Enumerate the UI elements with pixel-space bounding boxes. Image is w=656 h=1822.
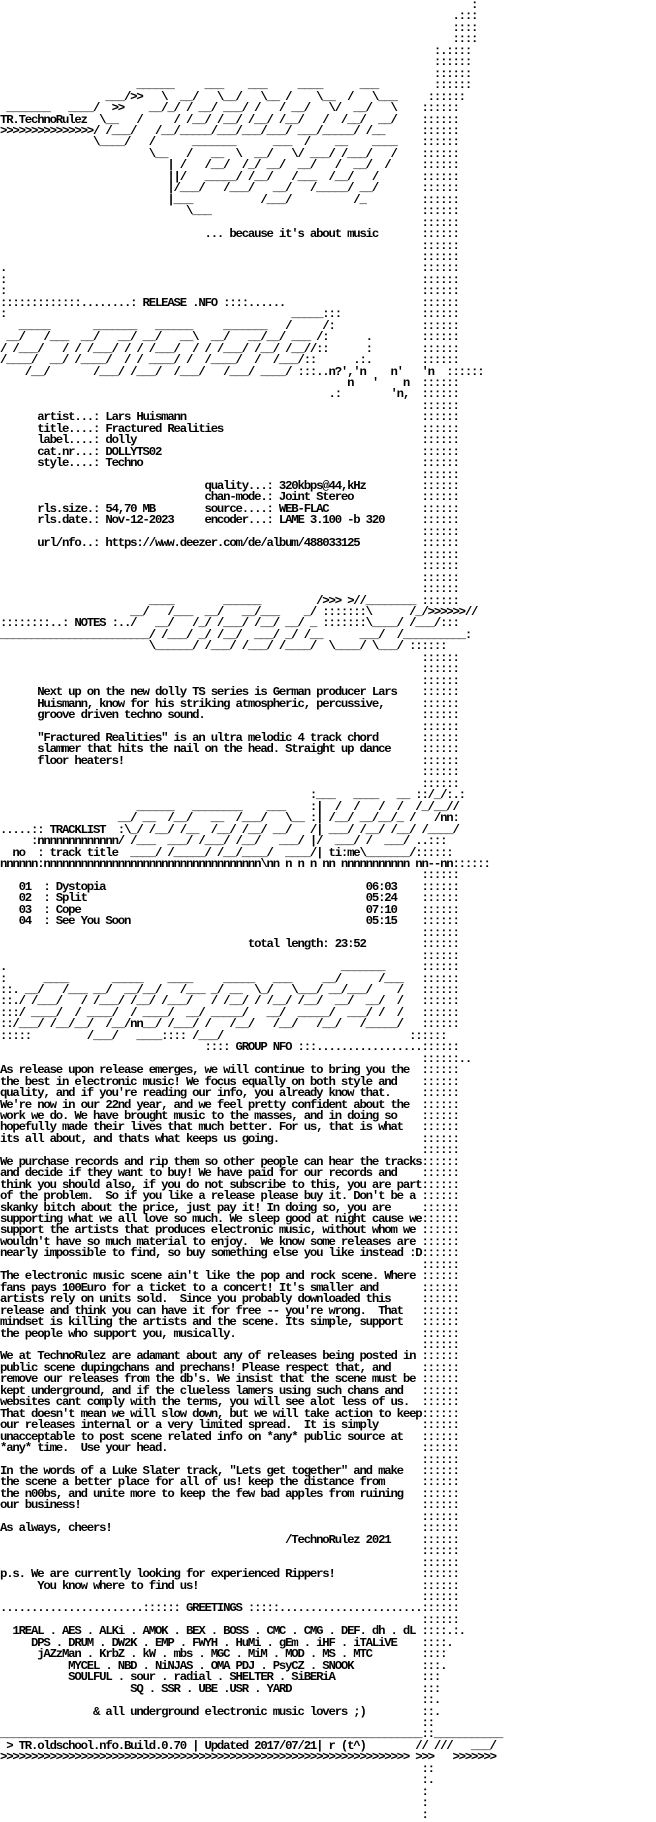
nfo-line: 02 : Split 05:24 :::::: bbox=[0, 891, 459, 906]
nfo-line: .::: bbox=[0, 9, 478, 24]
nfo-line: >>>>>>>>>>>>>>>>>>>>>>>>>>>>>>>>>>>>>>>>>>>>>>>>>>>>>>>>>>>>>>>>>> >>> >>>>>>> bbox=[0, 1750, 496, 1765]
nfo-line: n ' n :::::: bbox=[0, 375, 459, 390]
nfo-line: DPS . DRUM . DW2K . EMP . FWYH . HuMi . gEm . iHF . iTALiVE ::::. bbox=[0, 1635, 453, 1650]
nfo-line: We at TechnoRulez are adamant about any of releases being posted in :::::: bbox=[0, 1349, 459, 1364]
nfo-line: :::::: bbox=[0, 650, 459, 665]
nfo-line: its all about, and thats what keeps us going. :::::: bbox=[0, 1131, 459, 1146]
nfo-line: nnnnnn:nnnnnnnnnnnnnnnnnnnnnnnnnnnnnnnnnnn\nn n n n nn nnnnnnnnnnn nn--nn:::::: bbox=[0, 856, 490, 871]
nfo-line: :::::: bbox=[0, 1509, 459, 1524]
nfo-line: ____________________________________________________________________::___________ bbox=[0, 1727, 503, 1742]
nfo-line: ||/ _____/ /__/ /___ /__/ / :::::: bbox=[0, 169, 459, 184]
nfo-line: As release upon release emerges, we will continue to bring you the :::::: bbox=[0, 1063, 459, 1078]
nfo-line: ______ ________ ___ :| / / / / /_/__// bbox=[0, 799, 459, 814]
nfo-line: | / /__/ /_/ __/ __/ / __/ / :::::: bbox=[0, 158, 459, 173]
nfo-line: url/nfo..: https://www.deezer.com/de/album/488033125 :::::: bbox=[0, 536, 459, 551]
nfo-line: We purchase records and rip them so other people can hear the tracks:::::: bbox=[0, 1154, 459, 1169]
nfo-line: :::::: bbox=[0, 238, 459, 253]
nfo-line: __/ /___ __/ __/___ _/ :::::::\ /_/>>>>>>// bbox=[0, 605, 478, 620]
nfo-line: wouldn't have so much material to enjoy. We know some releases are :::::: bbox=[0, 1234, 459, 1249]
nfo-line: label....: dolly :::::: bbox=[0, 433, 459, 448]
nfo-line: work we do. We have brought music to the masses, and in doing so :::::: bbox=[0, 1108, 459, 1123]
nfo-line: :::::: bbox=[0, 765, 459, 780]
nfo-line: .: 'n, :::::: bbox=[0, 387, 459, 402]
nfo-line: The electronic music scene ain't like the pop and rock scene. Where :::::: bbox=[0, 1269, 459, 1284]
nfo-line: : bbox=[0, 1796, 428, 1811]
nfo-line: ___/>> \ __/ \__/ \__ / \__ / \___ :::::: bbox=[0, 89, 465, 104]
nfo-line: rls.date.: Nov-12-2023 encoder...: LAME 3.100 -b 320 :::::: bbox=[0, 513, 459, 528]
nfo-line: total length: 23:52 :::::: bbox=[0, 937, 459, 952]
nfo-line: :. bbox=[0, 1773, 434, 1788]
nfo-line: :::::: bbox=[0, 925, 459, 940]
nfo-line: :___ ____ __ ::/_/:.: bbox=[0, 788, 465, 803]
nfo-line: :::::: bbox=[0, 1338, 459, 1353]
nfo-line: *any* time. Use your head. :::::: bbox=[0, 1441, 459, 1456]
nfo-line: ::. bbox=[0, 1693, 441, 1708]
nfo-line: :::::: bbox=[0, 249, 459, 264]
nfo-line: p.s. We are currently looking for experienced Rippers! :::::: bbox=[0, 1567, 459, 1582]
nfo-line: ________________________/ /___/ _/ /__/ ___/ _/ /__ ___/ /__________: bbox=[0, 627, 472, 642]
nfo-line: \__ / __ \ __/ \/ ___/ /___/ / :::::: bbox=[0, 146, 459, 161]
nfo-line: the best in electronic music! We focus equally on both style and :::::: bbox=[0, 1074, 459, 1089]
nfo-line: :::::: bbox=[0, 524, 459, 539]
nfo-line: no : track title ____/ /_____/ /__/____/ ____/| ti:me\_______/:::::: bbox=[0, 845, 453, 860]
nfo-line: MYCEL . NBD . NiNJAS . OMA PDJ . PsyCZ . SNOOK :::. bbox=[0, 1658, 447, 1673]
nfo-line: Next up on the new dolly TS series is German producer Lars :::::: bbox=[0, 685, 459, 700]
nfo-line: : bbox=[0, 0, 478, 12]
nfo-line: quality, and if you're reading our info, you already know that. :::::: bbox=[0, 1086, 459, 1101]
nfo-line: style....: Techno :::::: bbox=[0, 456, 459, 471]
nfo-line: |/___/ /___/ __/ /_____/ __/ :::::: bbox=[0, 181, 459, 196]
nfo-line: unacceptable to post scene related info on *any* public source at :::::: bbox=[0, 1429, 459, 1444]
nfo-line: :::::: bbox=[0, 559, 459, 574]
nfo-line: remove our releases from the db's. We insist that the scene must be :::::: bbox=[0, 1372, 459, 1387]
nfo-line: :::::: bbox=[0, 1257, 459, 1272]
nfo-line: :::: GROUP NFO :::.................:::::: bbox=[0, 1040, 459, 1055]
nfo-line: :::::: bbox=[0, 662, 459, 677]
nfo-line: _______ ____/ >> __/_/ / __/ ___/ / / __/ \/ __/ \ :::::: bbox=[0, 101, 459, 116]
nfo-line: Huismann, know for his striking atmospheric, percussive, :::::: bbox=[0, 696, 459, 711]
nfo-line: :::::: bbox=[0, 55, 472, 70]
nfo-line: :::::: bbox=[0, 66, 472, 81]
nfo-line: :::::: bbox=[0, 1544, 459, 1559]
nfo-line: and decide if they want to buy! We have paid for our records and :::::: bbox=[0, 1166, 459, 1181]
nfo-line: :::::: bbox=[0, 215, 459, 230]
nfo-line: :::::: bbox=[0, 582, 459, 597]
nfo-line: our releases internal or a very limited spread. It is simply :::::: bbox=[0, 1418, 459, 1433]
nfo-line: /TechnoRulez 2021 :::::: bbox=[0, 1532, 459, 1547]
nfo-line: :::/ ____/ / ____/ / ____/ __/ _____/ __/ _____/ ___/ / / :::::: bbox=[0, 1005, 459, 1020]
nfo-line: floor heaters! :::::: bbox=[0, 753, 459, 768]
nfo-line: :nnnnnnnnnnnnn/ /___ ___/ /___/ /__/ ___/ |/ ___/ / ___/ ..::: bbox=[0, 834, 447, 849]
nfo-line: :::: bbox=[0, 20, 478, 35]
nfo-line: :::::: bbox=[0, 1452, 459, 1467]
nfo-line: :::::: bbox=[0, 1589, 459, 1604]
nfo-line: kept underground, and if the clueless lamers using such chans and :::::: bbox=[0, 1383, 459, 1398]
nfo-line: . _______ :::::: bbox=[0, 960, 459, 975]
nfo-line: :::::: bbox=[0, 1143, 459, 1158]
nfo-line: rls.size.: 54,70 MB source....: WEB-FLAC :::::: bbox=[0, 501, 459, 516]
nfo-line: jAZzMan . KrbZ . kW . mbs . MGC . MiM . MOD . MS . MTC :::: bbox=[0, 1647, 447, 1662]
nfo-line: : _____::: :::::: bbox=[0, 307, 459, 322]
nfo-line: TR.TechnoRulez \__ / / /__/ /__/ /__/ /__/ / /__/ __/ :::::: bbox=[0, 112, 459, 127]
nfo-line: ::::: /___/ ____:::: /___/ :::::: bbox=[0, 1028, 447, 1043]
nfo-line: our business! :::::: bbox=[0, 1498, 459, 1513]
nfo-line: skanky bitch about the price, just pay it! In doing so, you are :::::: bbox=[0, 1200, 459, 1215]
nfo-line: ::. __/ /___ __/ __/__/ /___ _/ __ \_/ \___/ __/___/ / :::::: bbox=[0, 982, 459, 997]
nfo-line: : :::::: bbox=[0, 272, 459, 287]
nfo-line: / /___/ / / /___/ / / /___/ / / /___/ /__/ /__//:: : :::::: bbox=[0, 341, 459, 356]
nfo-line: ::./ /___/ / /___/ /__/ /___/ / /__/ / /__/ /__/ __/ __/ / :::::: bbox=[0, 994, 459, 1009]
nfo-line: public scene dupingchans and prechans! Please respect that, and :::::: bbox=[0, 1360, 459, 1375]
nfo-line: title....: Fractured Realities :::::: bbox=[0, 421, 459, 436]
nfo-line: ::::::::..: NOTES :../ __/ /_/ /___/ /__/ __/ _ :::::::\____/ /___/::: bbox=[0, 616, 459, 631]
nfo-line: :::::: bbox=[0, 776, 459, 791]
nfo-line: nearly impossible to find, so buy something else you like instead :D:::::: bbox=[0, 1246, 459, 1261]
nfo-line: .......................:::::: GREETINGS :::::.......................:::::: bbox=[0, 1601, 459, 1616]
nfo-line: :.:::: bbox=[0, 43, 472, 58]
nfo-line: :::::: bbox=[0, 1555, 459, 1570]
nfo-line: 1REAL . AES . ALKi . AMOK . BEX . BOSS . CMC . CMG . DEF. dh . dL ::::.:. bbox=[0, 1624, 465, 1639]
nfo-line: That doesn't mean we will slow down, but we will take action to keep:::::: bbox=[0, 1406, 459, 1421]
nfo-line: "Fractured Realities" is an ultra melodic 4 track chord :::::: bbox=[0, 731, 459, 745]
nfo-line: ... because it's about music :::::: bbox=[0, 227, 459, 242]
nfo-line: & all underground electronic music lovers ;) ::. bbox=[0, 1704, 441, 1719]
nfo-line: __/ /___ __/ __/ __/ __\ __/ __/__/ ___ /: . :::::: bbox=[0, 330, 459, 345]
nfo-line: release and think you can have it for free -- you're wrong. That :::::: bbox=[0, 1303, 459, 1318]
nfo-line: In the words of a Luke Slater track, "Lets get together" and make :::::: bbox=[0, 1464, 459, 1478]
nfo-line: : ____ _____ ____ _____ ___ __/ /___ :::::: bbox=[0, 971, 459, 986]
nfo-line: :::::: bbox=[0, 398, 459, 413]
nfo-line: _____ _______ ______ _______ / /: :::::: bbox=[0, 318, 459, 333]
nfo-line: of the problem. So if you like a release please buy it. Don't be a :::::: bbox=[0, 1189, 459, 1204]
nfo-line: As always, cheers! :::::: bbox=[0, 1521, 459, 1536]
nfo-line: :: bbox=[0, 1715, 434, 1730]
nfo-line: You know where to find us! :::::: bbox=[0, 1578, 459, 1593]
nfo-line: 04 : See You Soon 05:15 :::::: bbox=[0, 914, 459, 929]
nfo-line: 01 : Dystopia 06:03 :::::: bbox=[0, 879, 459, 894]
nfo-line: artist...: Lars Huismann :::::: bbox=[0, 410, 459, 425]
nfo-line: \____/ / _______ ___ / __ ____ :::::: bbox=[0, 135, 459, 150]
nfo-line: 03 : Cope 07:10 :::::: bbox=[0, 902, 459, 917]
nfo-line: We're now in our 22nd year, and we feel pretty confident about the :::::: bbox=[0, 1097, 459, 1112]
nfo-line: ____ ______ />>> >//________ :::::: bbox=[0, 593, 459, 608]
nfo-line: :::: bbox=[0, 32, 478, 47]
nfo-line: SOULFUL . sour . radial . SHELTER . SiBERiA ::: bbox=[0, 1670, 441, 1685]
nfo-line: \___ :::::: bbox=[0, 204, 459, 219]
nfo-line: /__/ /___/ /___/ /___/ /___/ ____/ :::..n?','n n' 'n :::::: bbox=[0, 364, 484, 379]
nfo-line: :::::: bbox=[0, 948, 459, 963]
nfo-line: :::::: bbox=[0, 868, 459, 883]
nfo-line: :::::: bbox=[0, 673, 459, 688]
nfo-line: supporting what we all love so much. We sleep good at night cause we:::::: bbox=[0, 1212, 459, 1227]
nfo-line: /____/ __/ /____/ / / ____/ / /____/ / /___/:: .:. :::::: bbox=[0, 353, 459, 368]
nfo-line: : :::::: bbox=[0, 284, 459, 299]
nfo-line: :: bbox=[0, 1761, 434, 1776]
nfo-line: : bbox=[0, 1807, 428, 1822]
nfo-line: slammer that hits the nail on the head. Straight up dance :::::: bbox=[0, 742, 459, 757]
nfo-line: . :::::: bbox=[0, 261, 459, 276]
nfo-line: :::::: bbox=[0, 547, 459, 562]
nfo-line: the scene a better place for all of us! keep the distance from :::::: bbox=[0, 1475, 459, 1490]
nfo-line: : bbox=[0, 1784, 428, 1799]
nfo-line: :::::: bbox=[0, 570, 459, 585]
nfo-line: hopefully made their lives that much better. For us, that is what :::::: bbox=[0, 1120, 459, 1135]
nfo-line: artists rely on units sold. Since you probably downloaded this :::::: bbox=[0, 1292, 459, 1307]
nfo-line: think you should also, if you do not subscribe to this, you are part:::::: bbox=[0, 1177, 459, 1192]
nfo-line: SQ . SSR . UBE .USR . YARD ::: bbox=[0, 1681, 441, 1696]
nfo-line: :::::: bbox=[0, 1612, 459, 1627]
nfo-line: fans pays 100Euro for a ticket to a concert! It's smaller and :::::: bbox=[0, 1280, 459, 1295]
nfo-line: chan-mode.: Joint Stereo :::::: bbox=[0, 490, 459, 505]
nfo-line: ::/___/ /__/__/ /__/nn__/ /___/ / /__/ /__/ /__/ /_____/ :::::: bbox=[0, 1017, 459, 1032]
nfo-line: the n00bs, and unite more to keep the few bad apples from ruining :::::: bbox=[0, 1486, 459, 1501]
nfo-line: > TR.oldschool.nfo.Build.0.70 | Updated 2017/07/21| r (t^) // /// ___/ bbox=[0, 1738, 496, 1753]
nfo-line: quality...: 320kbps@44,kHz :::::: bbox=[0, 479, 459, 494]
nfo-line: :::::::::::::........: RELEASE .NFO ::::...... :::::: bbox=[0, 295, 459, 310]
nfo-line: __/ __ /__/ __ /___/ \__ :| /__/ __/__/_ / /nn: bbox=[0, 811, 459, 826]
nfo-line: |___ /___/ /_ :::::: bbox=[0, 192, 459, 207]
nfo-line: mindset is killing the artists and the scene. Its simple, support :::::: bbox=[0, 1315, 459, 1330]
nfo-line: .....:: TRACKLIST :\_/ /__/ /__ /__/ /__/ __/ /| ___/ /__/ /__/ /____/ bbox=[0, 822, 459, 837]
nfo-line: >>>>>>>>>>>>>>>/ /___/ /__/_____/___/___/___/ ___/_____/ /__ :::::: bbox=[0, 123, 459, 138]
nfo-line: :::::: bbox=[0, 719, 459, 734]
nfo-line: groove driven techno sound. :::::: bbox=[0, 708, 459, 723]
nfo-line: websites cant comply with the terms, you will see alot less of us. :::::: bbox=[0, 1395, 459, 1410]
nfo-line: support the artists that produces electronic music, without whom we :::::: bbox=[0, 1223, 459, 1238]
nfo-line: :::::: bbox=[0, 467, 459, 482]
nfo-line: the people who support you, musically. :::::: bbox=[0, 1326, 459, 1341]
nfo-line: cat.nr...: DOLLYTS02 :::::: bbox=[0, 444, 459, 459]
nfo-line: \______/ /___/ /___/ /____/ \____/ \___/ :::::: bbox=[0, 639, 447, 654]
nfo-line: ::::::.. bbox=[0, 1051, 472, 1066]
nfo-line: ______ ___ ___ ____ ___ :::::: bbox=[0, 78, 472, 93]
